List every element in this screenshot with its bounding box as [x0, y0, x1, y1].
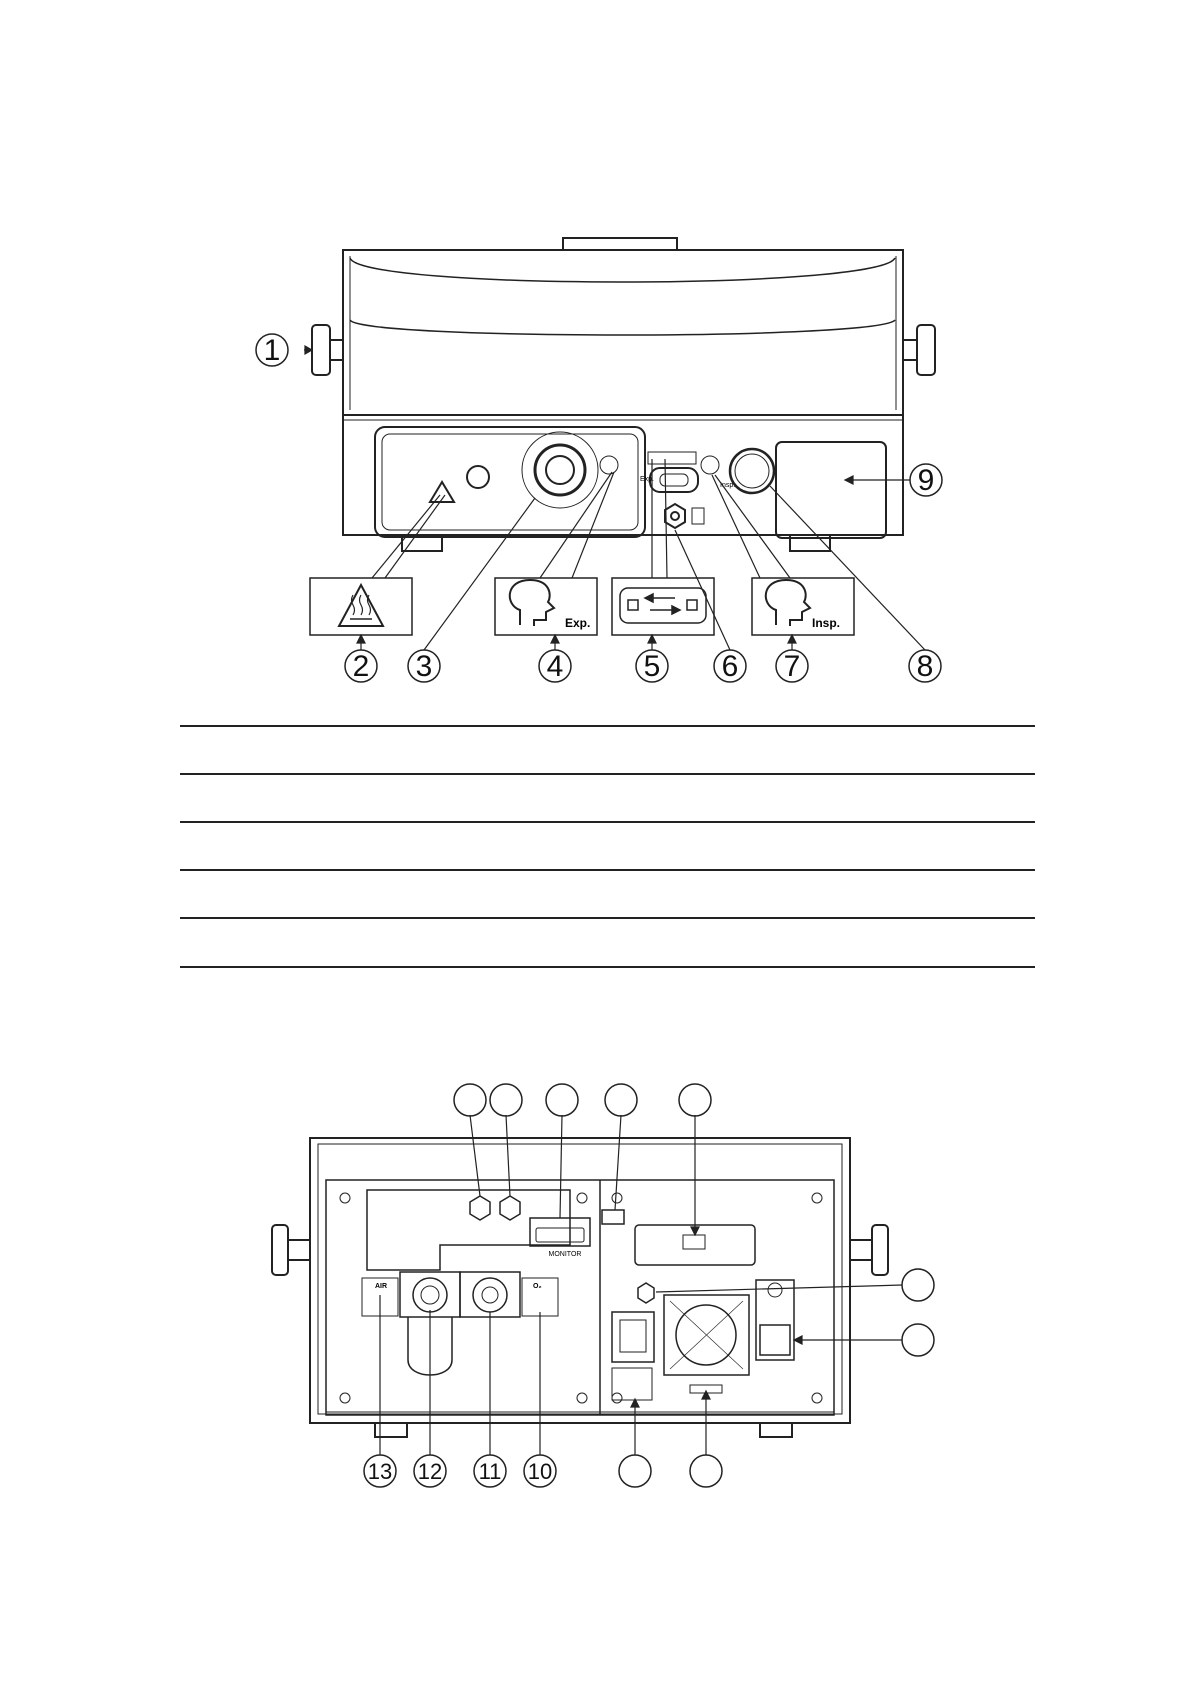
rear-view-drawing: [0, 1050, 1191, 1550]
rear-connector-1: [470, 1196, 490, 1220]
rear-callout-blank-4: [605, 1084, 637, 1116]
callout-7-label: 7: [783, 650, 801, 683]
expiratory-port: [535, 445, 585, 495]
front-view-drawing: [0, 0, 1191, 700]
o2-inlet: [473, 1278, 507, 1312]
callout-11-label: 11: [478, 1459, 502, 1484]
inspiratory-port: [730, 449, 774, 493]
front-view-figure: [0, 0, 1191, 700]
rear-left-knob: [272, 1225, 288, 1275]
inspiration-head-icon: [766, 580, 810, 626]
left-knob: [312, 325, 330, 375]
insp-port-label: Insp.: [720, 482, 736, 489]
exp-port-label: Exp.: [640, 476, 655, 483]
speaker-clip: [602, 1210, 624, 1224]
oxygen-sensor-fitting: [665, 504, 685, 528]
rear-right-knob: [872, 1225, 888, 1275]
rear-callout-blank-5: [679, 1084, 711, 1116]
callout-6-label: 6: [721, 650, 739, 683]
rating-label: [612, 1368, 652, 1400]
rear-callout-blank-6: [902, 1269, 934, 1301]
label-plate: [367, 1190, 570, 1270]
monitor-label: MONITOR: [548, 1251, 582, 1258]
side-cover: [776, 442, 886, 538]
air-inlet: [413, 1278, 447, 1312]
callout-2-label: 2: [352, 650, 370, 683]
callout-13-label: 13: [367, 1459, 393, 1484]
callout-9-label: 9: [917, 464, 935, 497]
rear-connector-2: [500, 1196, 520, 1220]
device-body: [343, 250, 903, 535]
right-knob: [917, 325, 935, 375]
lock-slider: [650, 468, 698, 492]
callout-4-label: 4: [546, 650, 564, 683]
rear-callout-blank-3: [546, 1084, 578, 1116]
table-row: [180, 821, 1035, 871]
callout-3-label: 3: [415, 650, 433, 683]
rear-callout-blank-1: [454, 1084, 486, 1116]
table-row: [180, 773, 1035, 823]
panel-hole: [467, 466, 489, 488]
rear-view-figure: [0, 1050, 1191, 1550]
callout-12-label: 12: [417, 1459, 443, 1484]
equipotential-terminal: [638, 1283, 654, 1303]
exp-label-text: Exp.: [565, 616, 591, 630]
lock-open-icon: [687, 600, 697, 610]
callout-table: [180, 725, 1035, 965]
rear-callout-blank-9: [690, 1455, 722, 1487]
callout-1-label: 1: [263, 334, 281, 367]
power-switch: [756, 1280, 794, 1360]
rear-callout-blank-7: [902, 1324, 934, 1356]
callout-8-label: 8: [916, 650, 934, 683]
insp-label-text: Insp.: [812, 616, 841, 630]
top-handle: [563, 238, 677, 250]
lock-indicator: [648, 452, 696, 464]
table-row: [180, 917, 1035, 968]
rear-callout-blank-8: [619, 1455, 651, 1487]
expiration-head-icon: [510, 580, 554, 626]
callout-5-label: 5: [643, 650, 661, 683]
air-label-text: AIR: [375, 1283, 388, 1290]
lock-closed-icon: [628, 600, 638, 610]
table-row: [180, 869, 1035, 919]
o2-label-text: O₂: [533, 1283, 542, 1290]
callout-10-label: 10: [527, 1459, 553, 1484]
rear-callout-blank-2: [490, 1084, 522, 1116]
table-row: [180, 725, 1035, 775]
battery-icon: [683, 1235, 705, 1249]
